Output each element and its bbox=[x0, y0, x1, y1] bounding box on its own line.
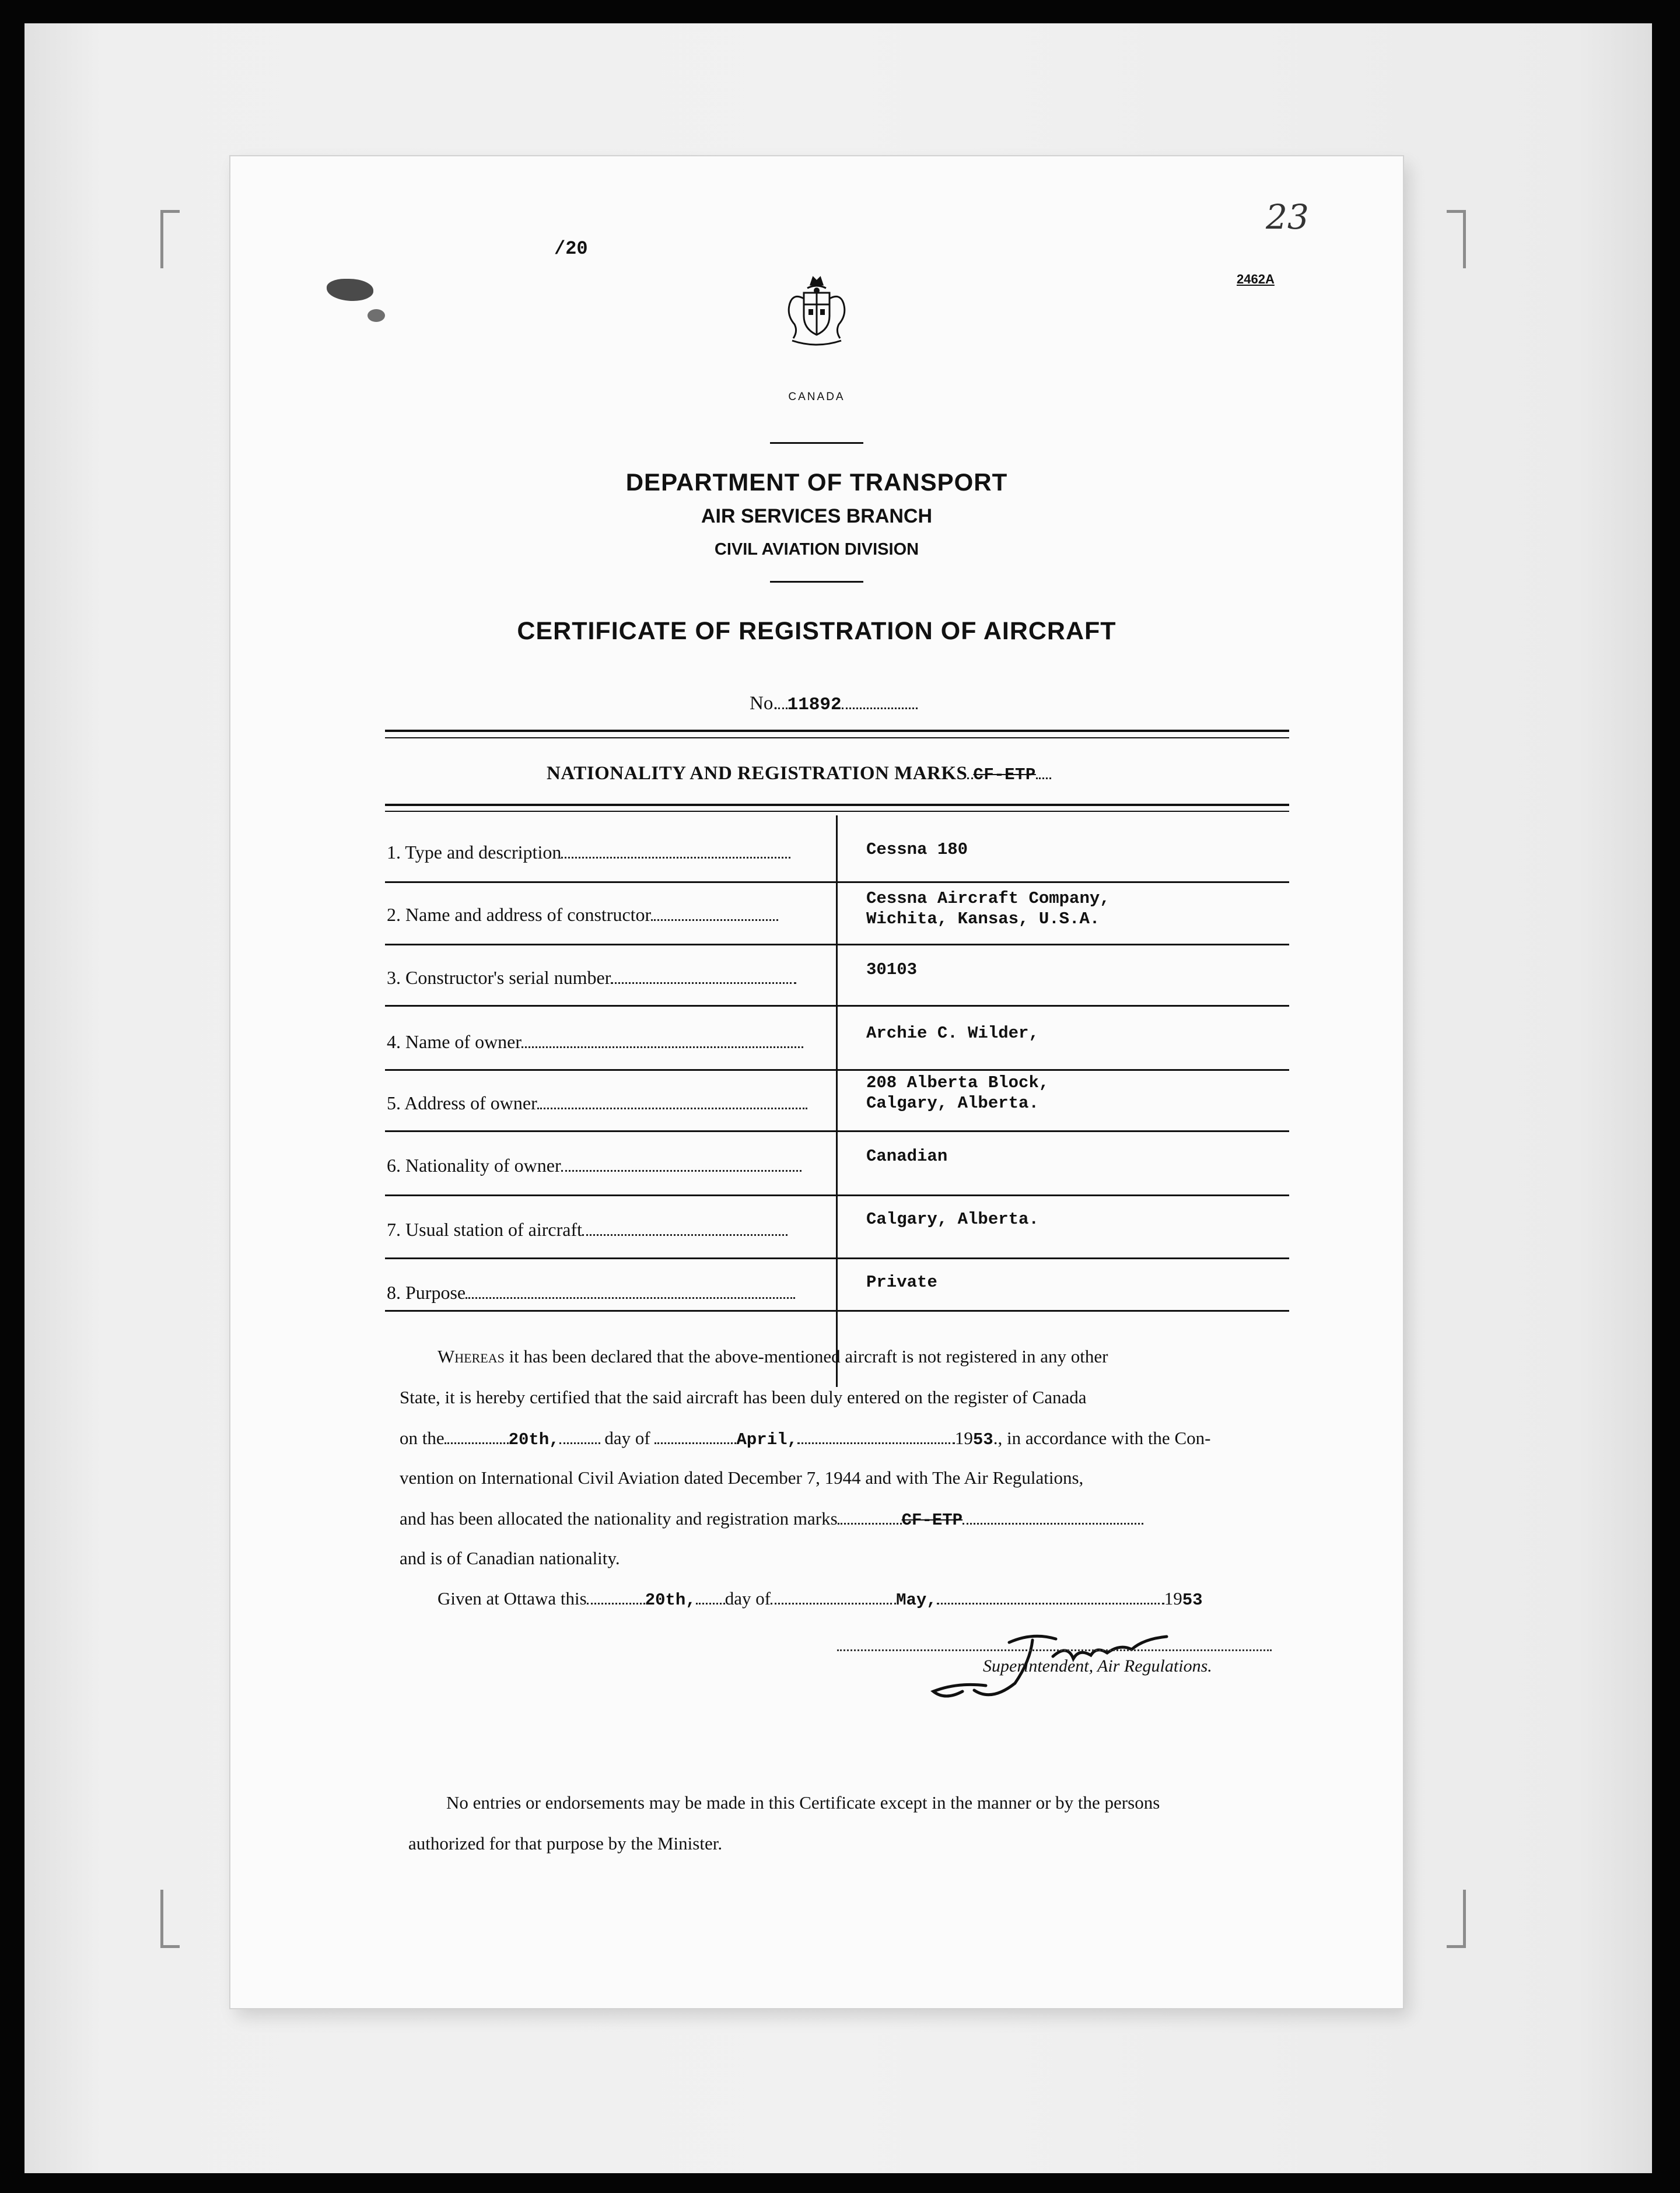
row-label: 8. Purpose bbox=[387, 1282, 466, 1303]
ink-smudge bbox=[368, 309, 385, 322]
body-line: on the 20th, day of April, 1953., in accordance with the Con- bbox=[400, 1428, 1211, 1449]
registration-marks-line bbox=[547, 763, 1051, 784]
certificate-page bbox=[230, 156, 1403, 2008]
page-number: 23 bbox=[1266, 197, 1309, 237]
table-header-rule bbox=[385, 804, 1289, 806]
table-top-rule bbox=[385, 730, 1289, 732]
registration-marks-value: CF-ETP bbox=[973, 765, 1036, 784]
footer-note: No entries or endorsements may be made in this Certificate except in the manner or by the persons bbox=[446, 1792, 1160, 1813]
row-rule bbox=[385, 1194, 1289, 1196]
certificate-number-value: 11892 bbox=[787, 695, 842, 715]
row-value: Wichita, Kansas, U.S.A. bbox=[866, 909, 1100, 929]
rule bbox=[770, 442, 863, 444]
row-label: 5. Address of owner bbox=[387, 1092, 537, 1113]
row-rule bbox=[385, 1257, 1289, 1259]
row-value: Cessna Aircraft Company, bbox=[866, 889, 1110, 908]
body-line: Whereas it has been declared that the above-mentioned aircraft is not registered in any other bbox=[438, 1346, 1108, 1367]
registration-year: 53 bbox=[972, 1430, 993, 1449]
body-line: vention on International Civil Aviation dated December 7, 1944 and with The Air Regulations, bbox=[400, 1467, 1084, 1488]
crop-mark-top-right bbox=[1447, 210, 1466, 268]
crop-mark-top-left bbox=[160, 210, 180, 268]
row-value: 208 Alberta Block, bbox=[866, 1073, 1049, 1092]
row-label: 3. Constructor's serial number bbox=[387, 967, 611, 988]
row-value: Cessna 180 bbox=[866, 840, 968, 859]
scan-top-edge bbox=[0, 0, 1680, 23]
department-title: DEPARTMENT OF TRANSPORT bbox=[625, 468, 1008, 496]
signature-title: Superintendent, Air Regulations. bbox=[983, 1656, 1212, 1676]
file-reference: /20 bbox=[554, 238, 588, 260]
table-bottom-rule bbox=[385, 1310, 1289, 1312]
row-value: Canadian bbox=[866, 1147, 948, 1166]
scan-left-edge bbox=[0, 0, 24, 2193]
row-value: Archie C. Wilder, bbox=[866, 1024, 1039, 1043]
table-header-rule bbox=[385, 811, 1289, 812]
given-day: 20th, bbox=[645, 1591, 696, 1610]
registration-month: April, bbox=[736, 1430, 797, 1449]
body-line: and has been allocated the nationality and registration marks CF-ETP bbox=[400, 1508, 1143, 1530]
crop-mark-bottom-left bbox=[160, 1890, 180, 1948]
crop-mark-bottom-right bbox=[1447, 1890, 1466, 1948]
given-line: Given at Ottawa this 20th, day of May, 1953 bbox=[438, 1588, 1203, 1610]
scan-bottom-edge bbox=[0, 2173, 1680, 2193]
division-title: CIVIL AVIATION DIVISION bbox=[714, 540, 919, 559]
whereas-word: Whereas bbox=[438, 1346, 505, 1367]
row-label: 6. Nationality of owner bbox=[387, 1155, 561, 1176]
ink-smudge bbox=[327, 279, 373, 301]
row-label: 4. Name of owner bbox=[387, 1031, 522, 1052]
branch-title: AIR SERVICES BRANCH bbox=[701, 505, 933, 527]
row-rule bbox=[385, 881, 1289, 883]
body-line: and is of Canadian nationality. bbox=[400, 1548, 620, 1568]
row-label: 2. Name and address of constructor bbox=[387, 904, 652, 925]
row-rule bbox=[385, 1130, 1289, 1132]
crest-country-label: CANADA bbox=[788, 391, 845, 403]
row-value: 30103 bbox=[866, 960, 918, 979]
table-top-rule bbox=[385, 737, 1289, 738]
certificate-number bbox=[750, 693, 918, 715]
footer-note: authorized for that purpose by the Minister. bbox=[408, 1833, 723, 1854]
certificate-number-label: No. bbox=[750, 693, 778, 714]
row-label: 1. Type and description bbox=[387, 842, 562, 863]
registration-marks-label: NATIONALITY AND REGISTRATION MARKS bbox=[547, 763, 968, 784]
scan-right-edge bbox=[1652, 0, 1680, 2193]
rule bbox=[770, 581, 863, 583]
row-rule bbox=[385, 1069, 1289, 1071]
given-year: 53 bbox=[1182, 1591, 1203, 1610]
row-label: 7. Usual station of aircraft bbox=[387, 1219, 582, 1240]
registration-marks: CF-ETP bbox=[901, 1511, 963, 1530]
row-value: Private bbox=[866, 1273, 937, 1292]
row-rule bbox=[385, 944, 1289, 945]
row-rule bbox=[385, 1005, 1289, 1007]
coat-of-arms-icon bbox=[780, 273, 853, 355]
certificate-title: CERTIFICATE OF REGISTRATION OF AIRCRAFT bbox=[517, 617, 1116, 645]
given-month: May, bbox=[896, 1591, 937, 1610]
body-line: State, it is hereby certified that the said aircraft has been duly entered on the register of Canada bbox=[400, 1387, 1087, 1407]
row-value: Calgary, Alberta. bbox=[866, 1094, 1039, 1113]
registration-day: 20th, bbox=[508, 1430, 559, 1449]
row-value: Calgary, Alberta. bbox=[866, 1210, 1039, 1229]
signature-line bbox=[837, 1649, 1272, 1651]
form-number: 2462A bbox=[1237, 272, 1275, 286]
table-column-divider bbox=[836, 815, 838, 1387]
